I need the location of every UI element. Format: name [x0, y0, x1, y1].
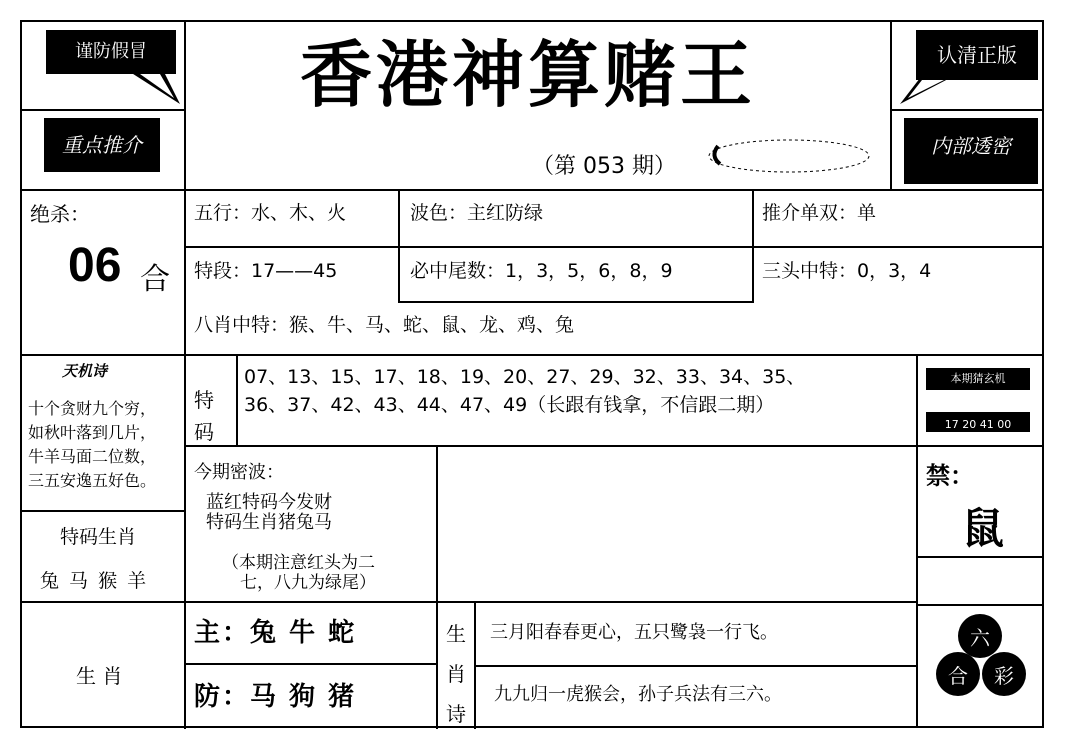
page-title: 香港神算赌王	[300, 33, 757, 117]
bose: 波色：主红防绿	[410, 202, 544, 224]
logo-char-2: 合	[948, 664, 968, 688]
key-recommend-badge	[44, 118, 160, 172]
wuxing: 五行：水、木、火	[194, 202, 347, 224]
inside-info-badge	[904, 118, 1038, 184]
genuine-badge	[916, 30, 1038, 80]
xuanji-numbers-box	[926, 412, 1030, 432]
weishu: 必中尾数：1，3，5，6，8，9	[410, 260, 673, 282]
shi-line-1: 三月阳春春更心，五只鹭袅一行飞。	[490, 622, 778, 643]
tianji-line-2: 如秋叶落到几片，	[28, 423, 157, 442]
kill-suffix: 合	[140, 262, 170, 297]
shengxiao-guard: 防：马 狗 猪	[194, 682, 357, 712]
tema-label-top: 特	[194, 388, 214, 412]
tianji-line-3: 牛羊马面二位数，	[28, 447, 157, 466]
mibo-note-2: 七，八九为绿尾）	[240, 573, 376, 593]
tema-line-2: 36、37、42、43、44、47、49（长跟有钱拿，不信跟二期）	[244, 394, 775, 416]
key-recommend-label: 重点推介	[62, 133, 142, 157]
tianji-line-4: 三五安逸五好色。	[28, 471, 157, 490]
forbid-value: 鼠	[962, 504, 1005, 553]
kill-number: 06	[68, 239, 122, 292]
cloud-stamp	[704, 134, 874, 178]
tema-label-bottom: 码	[194, 420, 214, 444]
issue-number: （第 053 期）	[532, 154, 676, 179]
danshuang: 推介单双：单	[762, 202, 877, 224]
shi-label-1: 生	[446, 622, 466, 646]
speech-tail-right-icon	[900, 78, 960, 106]
shengxiao-label: 生 肖	[76, 664, 123, 688]
kill-label: 绝杀：	[30, 202, 90, 226]
tianji-title: 天机诗	[62, 362, 108, 380]
santou: 三头中特：0，3，4	[762, 260, 932, 282]
anti-fake-label: 谨防假冒	[75, 41, 147, 62]
tema-shengxiao-values: 兔 马 猴 羊	[40, 570, 149, 592]
shi-label-3: 诗	[446, 702, 466, 726]
speech-tail-left-icon	[120, 72, 182, 106]
shi-line-2: 九九归一虎猴会，孙子兵法有三六。	[494, 684, 782, 705]
mibo-line-2: 特码生肖猪兔马	[206, 512, 332, 533]
xuanji-numbers: 17 20 41 00	[944, 418, 1012, 431]
shengxiao-main: 主：兔 牛 蛇	[194, 618, 357, 648]
logo-char-3: 彩	[994, 664, 1014, 688]
shi-label-2: 肖	[446, 662, 466, 686]
mibo-note-1: （本期注意红头为二	[222, 553, 375, 573]
forbid-label: 禁：	[926, 462, 974, 490]
inside-info-label: 内部透密	[931, 134, 1011, 158]
tianji-line-1: 十个贪财九个穷，	[28, 399, 157, 418]
tema-line-1: 07、13、15、17、18、19、20、27、29、32、33、34、35、	[244, 366, 806, 388]
xuanji-title: 本期猜玄机	[950, 372, 1006, 385]
tema-shengxiao-label: 特码生肖	[60, 526, 137, 548]
anti-fake-badge	[46, 30, 176, 74]
genuine-label: 认清正版	[937, 43, 1017, 67]
teduan: 特段：17——45	[194, 260, 338, 282]
mibo-line-1: 蓝红特码今发财	[206, 492, 332, 513]
logo-char-1: 六	[970, 626, 990, 650]
baxiao: 八肖中特：猴、牛、马、蛇、鼠、龙、鸡、兔	[194, 314, 575, 336]
mibo-label: 今期密波：	[194, 462, 284, 483]
xuanji-title-box	[926, 368, 1030, 390]
